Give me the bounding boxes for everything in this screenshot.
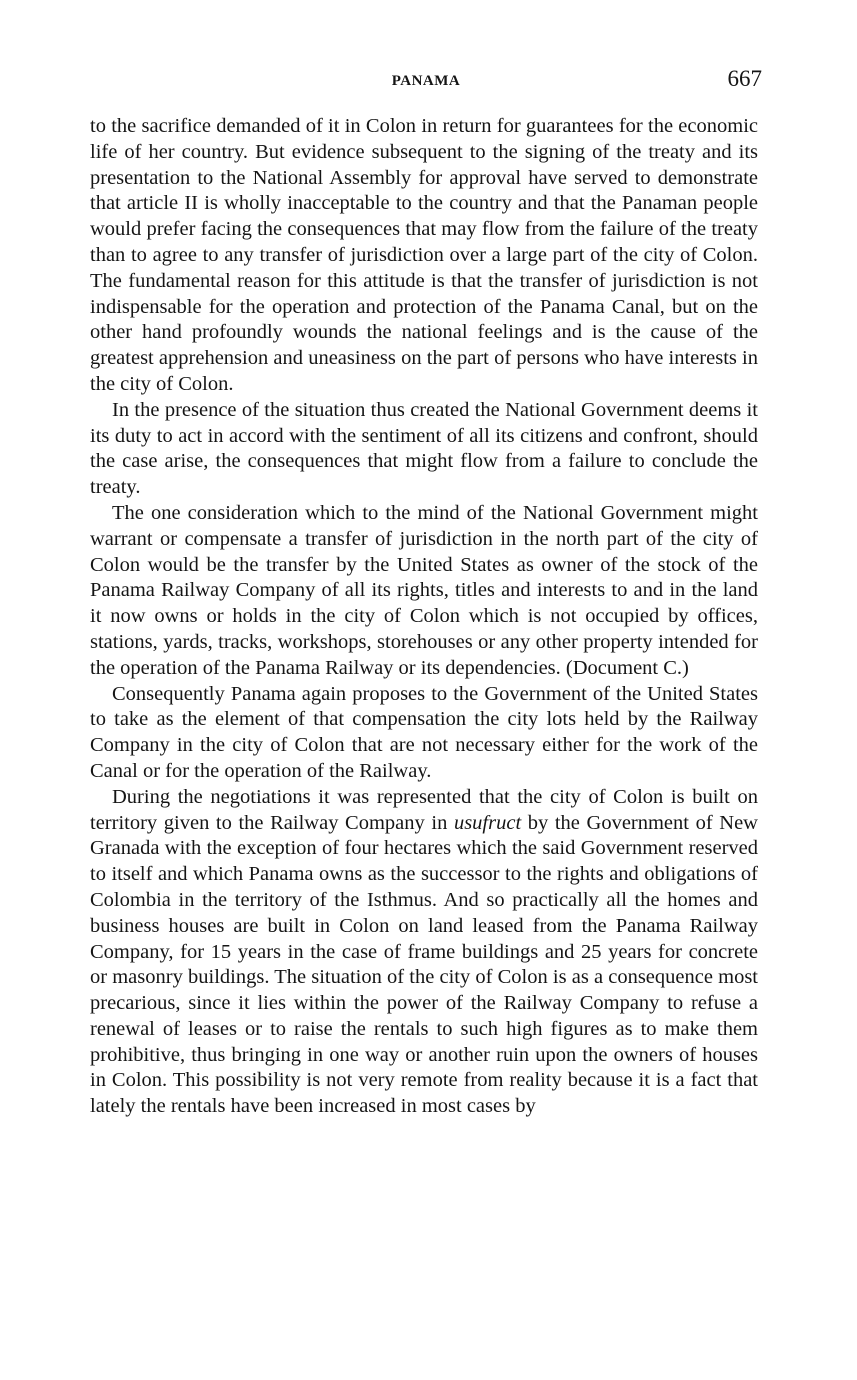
paragraph-text: Consequently Panama again proposes to the Government of the United States to take as the element of that compensation the city lots held by the Railway Company in the city of Colon that are not necessary either for the work of the Canal or for the operation of the Railway. xyxy=(90,682,758,782)
paragraph-text: The one consideration which to the mind of the National Government might warrant or compensate a transfer of jurisdiction in the north part of the city of Colon would be the transfer by the United States as owner of the stock of the Panama Railway Company of all its rights, titles and interests to and in the land it now owns or holds in the city of Colon which is not occupied by offices, stations, yards, tracks, workshops, storehouses or any other property intended for the operation of the Panama Railway or its dependencies. (Document C.) xyxy=(90,501,758,679)
paragraph-text: by the Government of New Granada with the exception of four hectares which the said Government reserved to itself and which Panama owns as the successor to the rights and obligations of Colombia in the territory of the Isthmus. And so practically all the homes and business houses are built in Colon on land leased from the Panama Railway Company, for 15 years in the case of frame buildings and 25 years for concrete or masonry buildings. The situation of the city of Colon is as a consequence most precarious, since it lies within the power of the Railway Company to refuse a renewal of leases or to raise the rentals to such high figures as to make them prohibitive, thus bringing in one way or another ruin upon the owners of houses in Colon. This possibility is not very remote from reality because it is a fact that lately the rentals have been increased in most cases by xyxy=(90,811,758,1118)
paragraph xyxy=(90,682,758,785)
italic-term: usufruct xyxy=(453,811,522,834)
body-text xyxy=(90,114,758,1120)
running-head: PANAMA xyxy=(391,73,461,89)
paragraph-continuation xyxy=(90,114,758,398)
page-header xyxy=(90,66,762,100)
paragraph-text: During the negotiations it was represented that the city of Colon is built on territory given to the Railway Company in xyxy=(90,785,758,834)
paragraph xyxy=(90,785,758,1120)
paragraph-text: to the sacrifice demanded of it in Colon in return for guarantees for the economic life of her country. But evidence subsequent to the signing of the treaty and its presentation to the National Assembly for approval have served to demonstrate that article II is wholly inacceptable to the country and that the Panaman people would prefer facing the consequences that may flow from the failure of the treaty than to agree to any transfer of jurisdiction over a large part of the city of Colon. The fundamental reason for this attitude is that the transfer of jurisdiction is not indispensable for the operation and protection of the Panama Canal, but on the other hand profoundly wounds the national feelings and is the cause of the greatest apprehension and uneasiness on the part of persons who have interests in the city of Colon. xyxy=(90,115,758,395)
paragraph xyxy=(90,501,758,682)
paragraph-text: In the presence of the situation thus created the National Government deems it its duty to act in accord with the sentiment of all its citizens and confront, should the case arise, the consequences that might flow from a failure to conclude the treaty. xyxy=(90,398,758,499)
page-number: 667 xyxy=(727,66,762,91)
paragraph xyxy=(90,398,758,501)
